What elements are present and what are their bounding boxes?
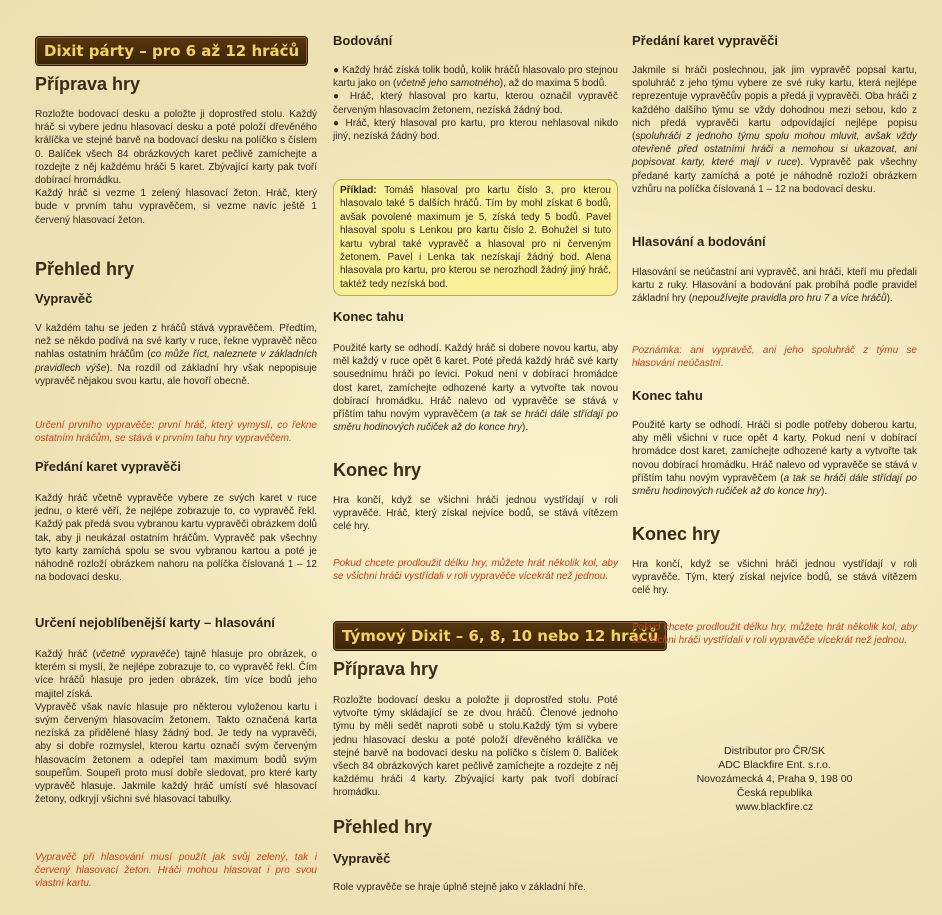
party-banner: Dixit párty – pro 6 až 12 hráčů <box>35 36 308 66</box>
vote-text-em: nepoužívejte pravidla pro hru 7 a více hráčů <box>692 293 887 305</box>
narrator-text-em: co může říct, naleznete v základních pravidlech výše <box>35 349 318 374</box>
team-endturn-b: ). <box>820 486 828 498</box>
distributor-line-3: Novozámecká 4, Praha 9, 198 00 <box>696 773 853 785</box>
vote-text-a: Hlasování se neúčastní ani vypravěč, ani hráči, kteří mu předali kartu z ruky. Hlasování a bodování pak probíhá podle pravidel základní hry ( <box>632 267 917 305</box>
team-endturn-title: Konec tahu <box>632 388 703 403</box>
handover-title: Předání karet vypravěči <box>35 459 181 474</box>
narrator-note: Určení prvního vypravěče: první hráč, který vymyslí, co řekne ostatním hráčům, se stává v prvním tahu hry vypravěčem. <box>35 420 317 445</box>
endturn-text-a: Použité karty se odhodí. Každý hráč si dobere novou kartu, aby měl každý v ruce opět 6 karet. Poté předá každý hráč své karty sousednímu hráči po levici. Pokud není v dobírací hromádce dost karet, zamíchejte odhozené karty a vytvořte tak novou dobírací hromádku. Hráč nalevo od vypravěče se stává v příštím tahu novým vypravěčem ( <box>333 343 618 421</box>
team-end-title: Konec hry <box>632 524 721 544</box>
narrator-text-b: ). Na rozdíl od základní hry však nepopisuje vypravěč nějakou svou kartu, ale hovoří obecně. <box>35 362 317 387</box>
narrator-text <box>35 322 317 388</box>
bullet-3-text: Hráč, který hlasoval pro kartu, pro kterou nehlasoval nikdo jiný, nezíská žádný bod. <box>333 117 619 143</box>
end-note: Pokud chcete prodloužit délku hry, můžete hrát několik kol, aby se všichni hráči vystřídali v roli vypravěče vícekrát než jednou. <box>333 558 618 583</box>
vote-note: Poznámka: ani vypravěč, ani jeho spoluhráč z týmu se hlasování neúčastní. <box>632 345 917 370</box>
team-overview-title: Přehled hry <box>333 817 433 837</box>
end-text: Hra končí, když se všichni hráči jednou vystřídají v roli vypravěče. Hráč, který získal nejvíce bodů, se stává vítězem celé hry. <box>333 495 618 533</box>
setup-text <box>35 108 317 227</box>
scoring-title: Bodování <box>333 33 393 48</box>
team-narrator-title: Vypravěč <box>333 851 391 866</box>
narrator-text-a: V každém tahu se jeden z hráčů stává vypravěčem. Předtím, než se někdo podívá na své karty v ruce, řekne vypravěč něco nahlas ostatním hráčům ( <box>35 323 317 361</box>
team-narrator-text: Role vypravěče se hraje úplně stejně jako v základní hře. <box>333 882 586 893</box>
bullet-1-em: včetně jeho samotného <box>396 78 500 90</box>
example-label: Příklad: <box>340 185 377 196</box>
scoring-bullet-3: ● Hráč, který hlasoval pro kartu, pro kterou nehlasoval nikdo jiný, nezíská žádný bod. <box>333 117 619 143</box>
team-handover-title: Předání karet vypravěči <box>632 33 778 48</box>
fav-text <box>35 648 317 806</box>
team-handover-a: Jakmile si hráči poslechnou, jak jim vypravěč popsal kartu, spoluhráč z jeho týmu vybere ze své ruky kartu, která nejlépe reprezentuje vypravěčův popis a předá ji vypravěči. Oba hráči z každého dalšího týmu se vždy dohodnou mezi sebou, kdo z nich předá vypravěči kartu odpovídající nejlépe popisu ( <box>632 65 917 143</box>
vote-text <box>632 266 917 306</box>
scoring-bullet-1: ● Každý hráč získá tolik bodů, kolik hráčů hlasovalo pro stejnou kartu jako on (včetně jeho samotného), až do maxima 5 bodů. <box>333 65 618 90</box>
overview-title: Přehled hry <box>35 259 135 279</box>
team-handover-em: spoluhráči z jednoho týmu spolu mohou mluvit, avšak vždy otevřeně před ostatními hráči a nemohou si ukazovat, ani popisovat karty, které mají v ruce <box>632 131 917 169</box>
scoring-bullet-2: ● Hráč, který hlasoval pro kartu, kterou označil vypravěč červeným hlasovacím žetonem, nezíská žádný bod. <box>333 91 618 116</box>
scoring-bullets <box>333 64 618 143</box>
team-endturn-a: Použité karty se odhodí. Hráči si podle potřeby doberou kartu, aby měli všichni v ruce opět 4 karty. Pokud není v dobírací hromádce dost karet, zamíchejte odhozené karty a vytvořte tak novou dobírací hromádku. Hráč nalevo od vypravěče se stává v příštím tahu novým vypravěčem ( <box>632 420 917 484</box>
team-handover-text <box>632 64 917 196</box>
setup-text-2: Každý hráč si vezme 1 zelený hlasovací žeton. Hráč, který bude v prvním tahu vypravěčem, si vezme navíc ještě 1 červený hlasovací žeton. <box>35 188 317 226</box>
team-end-note: Pokud chcete prodloužit délku hry, můžete hrát několik kol, aby se všichni hráči vystřídali v roli vypravěče vícekrát než jednou. <box>632 622 917 647</box>
team-setup-text: Rozložte bodovací desku a položte ji doprostřed stolu. Poté vytvořte týmy skládající se ze dvou hráčů. Členové jednoho týmu by měli sedět naproti sobě u stolu.Každý tým si vybere jednu hlasovací desku a poté položí dřevěného králíčka ve stejné barvě na bodovací desku na políčko s číslem 0. Balíček všech 84 obrázkových karet pečlivě zamíchejte a rozdejte z něj každému hráči 4 karty. Zbývající karty pak tvoří dobírací hromádku. <box>333 695 618 799</box>
distributor-line-4: Česká republika <box>736 787 813 799</box>
endturn-text-b: ). <box>521 422 529 434</box>
bullet-1-a: Každý hráč získá tolik bodů, kolik hráčů hlasovalo pro stejnou kartu jako on ( <box>333 65 618 90</box>
fav-text-em: včetně vypravěče <box>95 649 177 660</box>
endturn-text-em: a tak se hráči dále střídají po směru hodinových ručiček až do konce hry <box>333 409 618 434</box>
narrator-title: Vypravěč <box>35 291 93 306</box>
fav-text-2: Vypravěč však navíc hlasuje pro některou vyloženou kartu i svým červeným hlasovacím žetonem. Takto označená karta nezíská za přidělené hlasy žádný bod. Je tedy na vypravěči, aby si dobře rozmyslel, kterou kartu označí svým červeným hlasovacím žetonem a odepřel tam maximum bodů svým soupeřům. Soupeři proto musí dobře sledovat, pro které karty vypravěč hlasuje. Jakmile každý hráč umístí své hlasovací žetony, odkryjí všichni své hlasovací tabulky. <box>35 701 317 806</box>
vote-text-b: ). <box>886 293 893 305</box>
team-banner: Týmový Dixit – 6, 8, 10 nebo 12 hráčů <box>333 621 667 651</box>
setup-title: Příprava hry <box>35 74 141 94</box>
team-setup-title: Příprava hry <box>333 659 439 679</box>
setup-text-1: Rozložte bodovací desku a položte ji doprostřed stolu. Každý hráč si vybere jednu hlasovací desku a poté položí dřevěného králíčka ve stejné barvě na bodovací desku na políčko s číslem 0. Balíček všech 84 obrázkových karet pečlivě zamíchejte a rozdejte z něj každému hráči 5 karet. Zbývající karty pak tvoří dobírací hromádku. <box>35 109 317 187</box>
example-box <box>333 179 618 296</box>
vote-title: Hlasování a bodování <box>632 234 766 249</box>
fav-text-a: Každý hráč ( <box>35 649 96 660</box>
fav-note: Vypravěč při hlasování musí použít jak svůj zelený, tak i červený hlasovací žeton. Hráči mohou hlasovat i pro svou vlastní kartu. <box>35 852 317 890</box>
team-endturn-text <box>632 419 917 498</box>
distributor-line-1: Distributor pro ČR/SK <box>724 745 825 757</box>
team-endturn-em: a tak se hráči dále střídají po směru hodinových ručiček až do konce hry <box>632 472 917 498</box>
bullet-1-b: ), až do maxima 5 bodů. <box>499 78 608 90</box>
handover-text: Každý hráč včetně vypravěče vybere ze svých karet v ruce jednu, o které věří, že nejlépe zobrazuje to, co vypravěč řekl. Každý pak předá svou vybranou kartu vypravěči obrázkem dolů tak, aby ji neukázal ostatním hráčům. Vypravěč pak všechny tyto karty zamíchá spolu se svou vybranou kartou a poté je náhodně rozloží obrázkem nahoru na políčka číslovaná 1 – 12 na bodovací desku. <box>35 493 317 584</box>
fav-title: Určení nejoblíbenější karty – hlasování <box>35 615 275 630</box>
end-title: Konec hry <box>333 460 422 480</box>
bullet-2-text: Hráč, který hlasoval pro kartu, kterou označil vypravěč červeným hlasovacím žetonem, nezíská žádný bod. <box>333 91 618 116</box>
distributor-website[interactable]: www.blackfire.cz <box>735 801 814 813</box>
distributor-line-2: ADC Blackfire Ent. s.r.o. <box>718 759 831 771</box>
distributor-block <box>632 744 917 814</box>
endturn-title: Konec tahu <box>333 309 404 324</box>
team-handover-b: ). Vypravěč pak všechny předané karty zamíchá a poté je náhodně rozloží obrázkem vzhůru na políčka číslovaná 1 – 12 na bodovací desku. <box>632 157 917 195</box>
fav-text-b: ) tajně hlasuje pro obrázek, o kterém si myslí, že nejlépe zobrazuje to, co vypravěč řekl. Čím více hráčů hlasuje pro jeden obrázek, tím více bodů jeho majitel získá. <box>35 649 317 700</box>
team-end-text: Hra končí, když se všichni hráči jednou vystřídají v roli vypravěče. Tým, který získal nejvíce bodů, se stává vítězem celé hry. <box>632 559 917 597</box>
example-text: Tomáš hlasoval pro kartu číslo 3, pro kterou hlasovalo také 5 dalších hráčů. Tím by mohl získat 6 bodů, avšak povolené maximum je 5, získá tedy 5 bodů. Pavel hlasoval spolu s Lenkou pro kartu číslo 2. Bohužel si tuto kartu vybral také vypravěč a hlasoval pro ni červeným žetonem. Pavel i Lenka tak nezískají žádný bod. Alena hlasovala pro kartu, pro kterou se nerozhodl žádný jiný hráč, taktéž tedy nezíská bod. <box>340 185 611 290</box>
endturn-text <box>333 342 618 434</box>
